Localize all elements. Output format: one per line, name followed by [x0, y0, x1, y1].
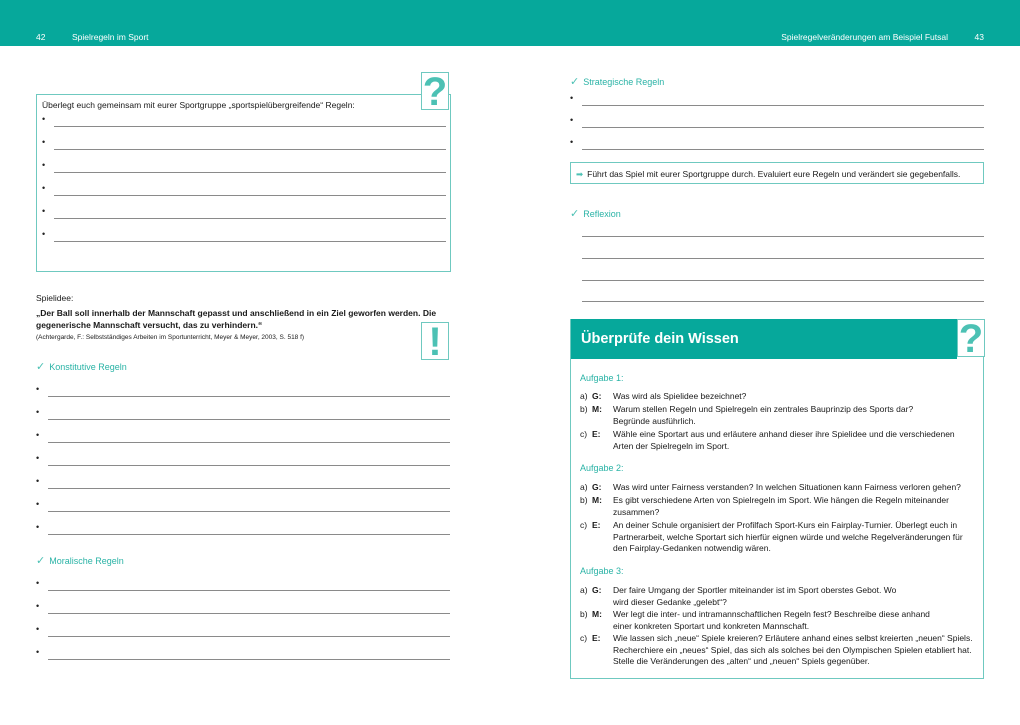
arrow-right-icon: ➡ — [576, 169, 584, 179]
answer-line[interactable]: • — [36, 456, 450, 466]
answer-line[interactable]: • — [42, 186, 446, 196]
left-running-title: Spielregeln im Sport — [72, 32, 149, 42]
strategische-heading: ✓ Strategische Regeln — [570, 76, 665, 88]
answer-line[interactable]: • — [36, 502, 450, 512]
reflexion-line[interactable] — [582, 258, 984, 259]
answer-line[interactable]: • — [42, 232, 446, 242]
answer-line[interactable]: • — [570, 140, 984, 150]
group-rules-box — [36, 94, 451, 272]
left-page-number: 42 — [36, 32, 46, 42]
check-icon: ✓ — [36, 361, 46, 373]
group-prompt: Überlegt euch gemeinsam mit eurer Sportgruppe „sportspielübergreifende“ Regeln: — [42, 100, 355, 110]
answer-line[interactable]: • — [36, 479, 450, 489]
source-citation: (Achtergarde, F.: Selbstständiges Arbeiten im Sportunterricht, Meyer & Meyer, 2003, S. 518 f) — [36, 334, 305, 341]
spielidee-quote: „Der Ball soll innerhalb der Mannschaft gepasst und anschließend in ein Ziel geworfen werden. Die gegenerische Mannschaft versucht, das zu verhindern.“ — [36, 308, 437, 330]
answer-line[interactable]: • — [36, 410, 450, 420]
check-icon: ✓ — [36, 555, 46, 567]
answer-line[interactable]: • — [42, 117, 446, 127]
answer-line[interactable]: • — [36, 433, 450, 443]
answer-line[interactable]: • — [36, 387, 450, 397]
task-title: Aufgabe 3: — [580, 566, 624, 576]
right-running-title: Spielregelveränderungen am Beispiel Futsal — [781, 32, 948, 42]
answer-line[interactable]: • — [42, 140, 446, 150]
answer-line[interactable]: • — [570, 96, 984, 106]
page-header — [0, 0, 1020, 46]
reflexion-heading: ✓ Reflexion — [570, 208, 621, 220]
moralische-heading: ✓ Moralische Regeln — [36, 555, 124, 567]
answer-line[interactable]: • — [42, 163, 446, 173]
right-page-number: 43 — [974, 32, 984, 42]
instruction-text: Führt das Spiel mit eurer Sportgruppe durch. Evaluiert eure Regeln und verändert sie gegebenfalls. — [587, 169, 961, 179]
answer-line[interactable]: • — [36, 581, 450, 591]
check-icon: ✓ — [570, 76, 580, 88]
konstitutive-heading: ✓ Konstitutive Regeln — [36, 361, 127, 373]
question-mark-icon: ? — [422, 70, 448, 114]
answer-line[interactable]: • — [570, 118, 984, 128]
reflexion-line[interactable] — [582, 301, 984, 302]
answer-line[interactable]: • — [36, 525, 450, 535]
answer-line[interactable]: • — [42, 209, 446, 219]
knowledge-check-title: Überprüfe dein Wissen — [571, 319, 957, 359]
task-title: Aufgabe 2: — [580, 463, 624, 473]
question-mark-icon: ? — [958, 317, 984, 361]
task-title: Aufgabe 1: — [580, 373, 624, 383]
answer-line[interactable]: • — [36, 604, 450, 614]
instruction-box — [570, 162, 984, 184]
check-icon: ✓ — [570, 208, 580, 220]
reflexion-line[interactable] — [582, 280, 984, 281]
exclamation-icon: ! — [421, 322, 449, 360]
reflexion-line[interactable] — [582, 236, 984, 237]
answer-line[interactable]: • — [36, 650, 450, 660]
spielidee-label: Spielidee: — [36, 293, 74, 303]
answer-line[interactable]: • — [36, 627, 450, 637]
